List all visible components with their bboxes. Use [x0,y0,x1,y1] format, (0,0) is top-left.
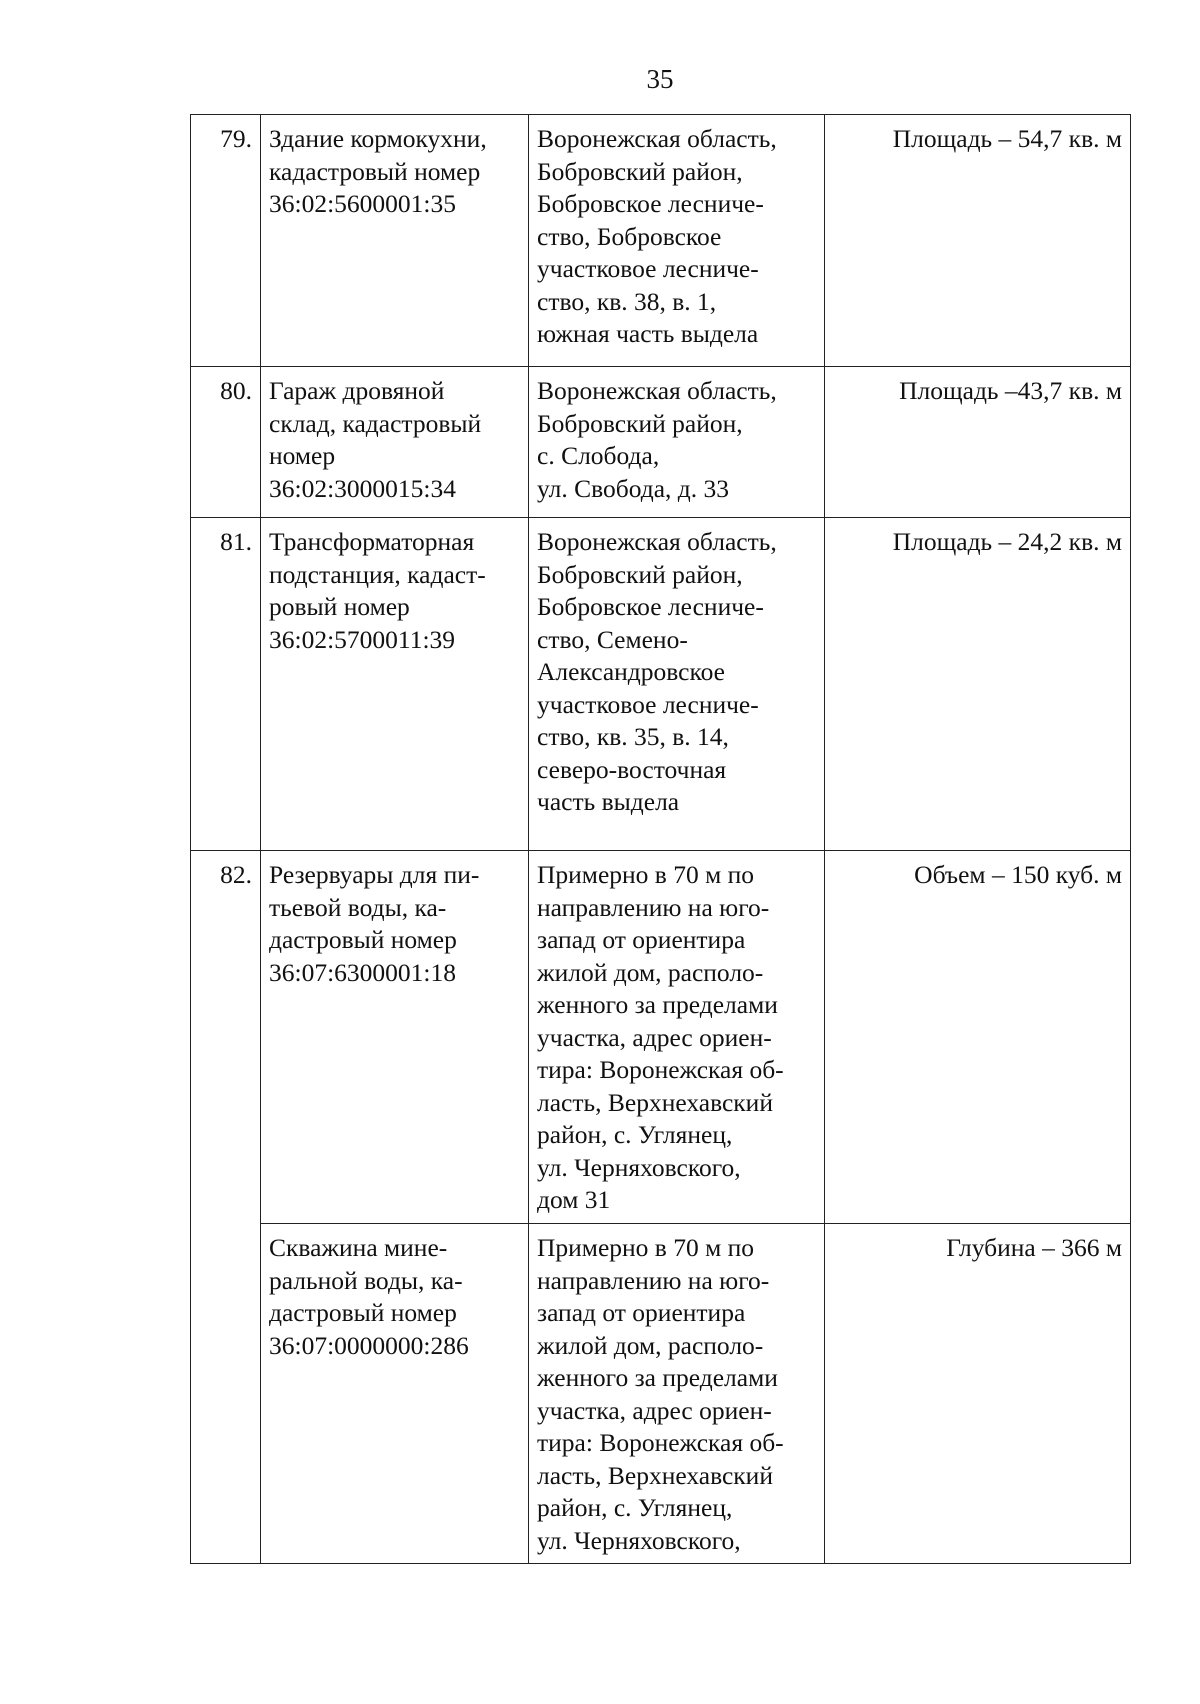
object-characteristic: Глубина – 366 м [825,1224,1131,1564]
object-characteristic: Площадь – 54,7 кв. м [825,115,1131,367]
object-address: Воронежская область, Бобровский район, Бобровское лесниче- ство, Семено- Александровское участковое лесниче- ство, кв. 35, в. 14, северо-восточная часть выдела [529,518,825,851]
table-row [191,115,1131,367]
object-name: Резервуары для пи- тьевой воды, ка- дастровый номер 36:07:6300001:18 [261,851,529,1224]
row-number: 81. [191,518,261,851]
object-address: Воронежская область, Бобровский район, Бобровское лесниче- ство, Бобровское участковое лесниче- ство, кв. 38, в. 1, южная часть выдела [529,115,825,367]
table-row [191,1224,1131,1564]
object-address: Воронежская область, Бобровский район, с. Слобода, ул. Свобода, д. 33 [529,367,825,518]
object-name: Трансформаторная подстанция, кадаст- ровый номер 36:02:5700011:39 [261,518,529,851]
row-number: 82. [191,851,261,1564]
object-name: Здание кормокухни, кадастровый номер 36:02:5600001:35 [261,115,529,367]
row-number: 79. [191,115,261,367]
object-characteristic: Объем – 150 куб. м [825,851,1131,1224]
object-name: Гараж дровяной склад, кадастровый номер 36:02:3000015:34 [261,367,529,518]
object-name: Скважина мине- ральной воды, ка- дастровый номер 36:07:0000000:286 [261,1224,529,1564]
table-row [191,518,1131,851]
property-registry-table [190,114,1131,1564]
object-address: Примерно в 70 м по направлению на юго- запад от ориентира жилой дом, располо- женного за пределами участка, адрес ориен- тира: Воронежская об- ласть, Верхнехавский район, с. Углянец, ул. Черняховского, [529,1224,825,1564]
object-characteristic: Площадь –43,7 кв. м [825,367,1131,518]
object-address: Примерно в 70 м по направлению на юго- запад от ориентира жилой дом, располо- женного за пределами участка, адрес ориен- тира: Воронежская об- ласть, Верхнехавский район, с. Углянец, ул. Черняховского, дом 31 [529,851,825,1224]
table-row [191,367,1131,518]
row-number: 80. [191,367,261,518]
page-number: 35 [646,64,674,94]
object-characteristic: Площадь – 24,2 кв. м [825,518,1131,851]
table-row [191,851,1131,1224]
